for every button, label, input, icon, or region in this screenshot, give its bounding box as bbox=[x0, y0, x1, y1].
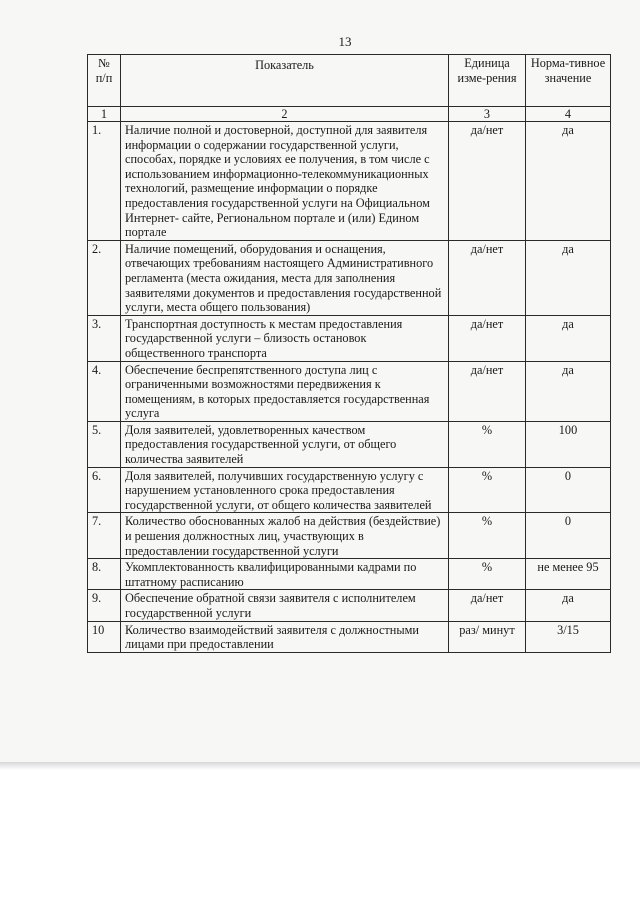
column-number-row bbox=[88, 107, 611, 122]
column-number: 1 bbox=[88, 107, 121, 122]
indicator-name: Укомплектованность квалифицированными кадрами по штатному расписанию bbox=[121, 559, 449, 590]
indicator-unit: % bbox=[449, 513, 526, 559]
indicator-name: Наличие полной и достоверной, доступной для заявителя информации о содержании государственной услуги, способах, порядке и условиях ее получения, в том числе с использованием информационно-телекоммуникационных технологий, размещение информации о порядке предоставления государственной услуги на Официальном Интернет- сайте, Региональном портале и (или) Едином портале bbox=[121, 122, 449, 241]
table-row bbox=[88, 361, 611, 421]
row-number: 7. bbox=[88, 513, 121, 559]
indicator-name: Обеспечение беспрепятственного доступа лиц с ограниченными возможностями передвижения к помещениям, в которых предоставляется государственная услуга bbox=[121, 361, 449, 421]
indicator-name: Транспортная доступность к местам предоставления государственной услуги – близость остановок общественного транспорта bbox=[121, 315, 449, 361]
row-number: 1. bbox=[88, 122, 121, 241]
table-row bbox=[88, 240, 611, 315]
row-number: 10 bbox=[88, 621, 121, 652]
indicators-table bbox=[87, 54, 611, 653]
row-number: 5. bbox=[88, 421, 121, 467]
indicator-value: 0 bbox=[526, 513, 611, 559]
header-row bbox=[88, 55, 611, 107]
indicator-name: Количество взаимодействий заявителя с должностными лицами при предоставлении bbox=[121, 621, 449, 652]
row-number: 3. bbox=[88, 315, 121, 361]
indicator-unit: да/нет bbox=[449, 361, 526, 421]
indicator-name: Доля заявителей, удовлетворенных качеством предоставления государственной услуги, от общего количества заявителей bbox=[121, 421, 449, 467]
indicator-name: Доля заявителей, получивших государственную услугу с нарушением установленного срока предоставления государственной услуги, от общего количества заявителей bbox=[121, 467, 449, 513]
header-normative-value: Норма-тивное значение bbox=[526, 55, 611, 107]
indicator-name: Наличие помещений, оборудования и оснащения, отвечающих требованиям настоящего Административного регламента (места ожидания, места для заполнения заявителями документов и предоставления государственной услуги, места общего пользования) bbox=[121, 240, 449, 315]
scan-edge-shadow bbox=[0, 762, 640, 770]
indicator-unit: да/нет bbox=[449, 315, 526, 361]
indicator-unit: % bbox=[449, 559, 526, 590]
column-number: 3 bbox=[449, 107, 526, 122]
indicator-unit: да/нет bbox=[449, 240, 526, 315]
indicator-value: не менее 95 bbox=[526, 559, 611, 590]
header-unit: Единица изме-рения bbox=[449, 55, 526, 107]
page-number: 13 bbox=[338, 34, 352, 49]
indicator-value: да bbox=[526, 315, 611, 361]
table-row bbox=[88, 513, 611, 559]
table-row bbox=[88, 590, 611, 621]
row-number: 4. bbox=[88, 361, 121, 421]
table-row bbox=[88, 559, 611, 590]
indicator-value: 0 bbox=[526, 467, 611, 513]
table-row bbox=[88, 467, 611, 513]
indicator-unit: % bbox=[449, 467, 526, 513]
row-number: 8. bbox=[88, 559, 121, 590]
indicator-name: Обеспечение обратной связи заявителя с исполнителем государственной услуги bbox=[121, 590, 449, 621]
indicator-unit: % bbox=[449, 421, 526, 467]
indicator-unit: да/нет bbox=[449, 590, 526, 621]
table-row bbox=[88, 122, 611, 241]
indicator-value: да bbox=[526, 590, 611, 621]
table-row bbox=[88, 421, 611, 467]
indicator-value: да bbox=[526, 122, 611, 241]
row-number: 6. bbox=[88, 467, 121, 513]
row-number: 9. bbox=[88, 590, 121, 621]
table-row bbox=[88, 621, 611, 652]
row-number: 2. bbox=[88, 240, 121, 315]
indicator-value: да bbox=[526, 240, 611, 315]
indicator-value: 3/15 bbox=[526, 621, 611, 652]
table-row bbox=[88, 315, 611, 361]
indicator-unit: раз/ минут bbox=[449, 621, 526, 652]
indicator-value: 100 bbox=[526, 421, 611, 467]
indicator-value: да bbox=[526, 361, 611, 421]
indicator-name: Количество обоснованных жалоб на действия (бездействие) и решения должностных лиц, участвующих в предоставлении государственной услуги bbox=[121, 513, 449, 559]
header-num: № п/п bbox=[88, 55, 121, 107]
header-indicator: Показатель bbox=[121, 55, 449, 107]
column-number: 2 bbox=[121, 107, 449, 122]
indicator-unit: да/нет bbox=[449, 122, 526, 241]
column-number: 4 bbox=[526, 107, 611, 122]
